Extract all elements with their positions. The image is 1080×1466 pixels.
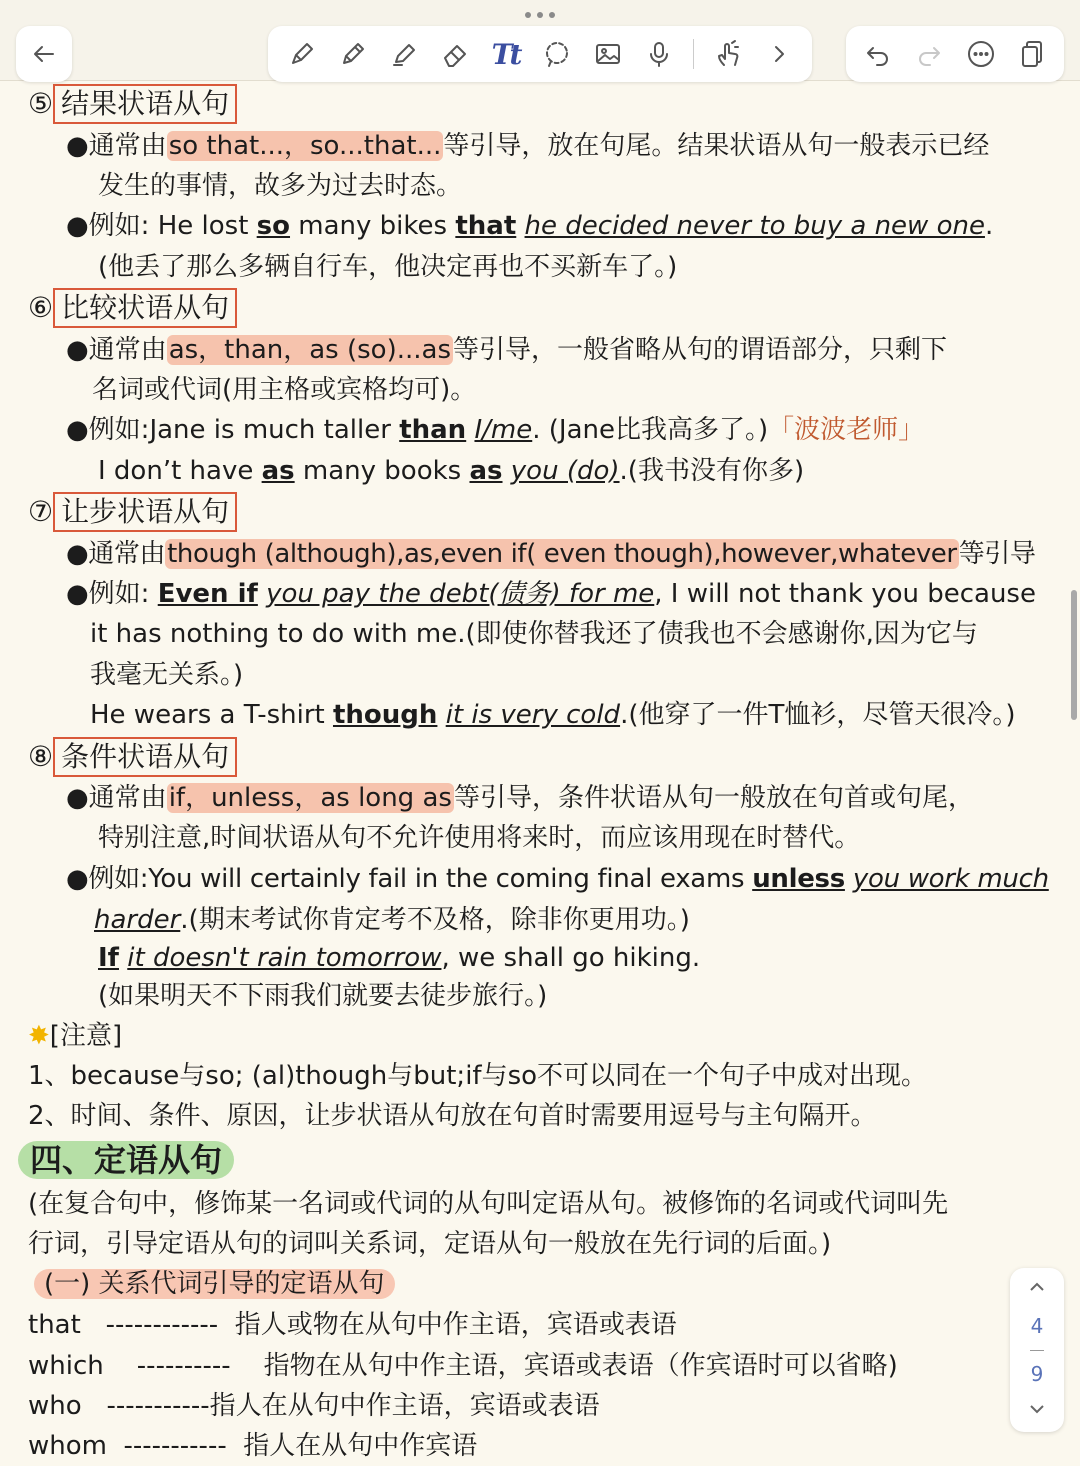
example-line: it has nothing to do with me.(即使你替我还了债我也不会感谢你,因为它与 — [90, 619, 978, 649]
text-line: 名词或代词(用主格或宾格均可)。 — [92, 375, 477, 405]
highlight: though (although),as,even if( even though),however,whatever — [167, 539, 957, 569]
section-heading — [28, 84, 237, 124]
section-heading — [28, 288, 237, 328]
drawing-tools — [268, 26, 812, 82]
example-line: harder.(期末考试你肯定考不及格，除非你更用功。) — [94, 905, 690, 935]
microphone-icon[interactable] — [642, 37, 676, 71]
teacher-note: 「波波老师」 — [768, 415, 925, 445]
example-line: He wears a T-shirt though it is very cold.(他穿了一件T恤衫，尽管天很冷。) — [90, 700, 1016, 730]
table-row: which ---------- 指物在从句中作主语，宾语或表语（作宾语时可以省略) — [28, 1351, 898, 1381]
pages-icon[interactable] — [1015, 37, 1049, 71]
highlighter-icon[interactable] — [387, 37, 421, 71]
chevron-down-icon[interactable] — [1026, 1398, 1048, 1424]
section-number: ⑧ — [28, 740, 54, 773]
note-item: 2、时间、条件、原因，让步状语从句放在句首时需要用逗号与主句隔开。 — [28, 1101, 877, 1131]
text-line: 特别注意,时间状语从句不允许使用将来时，而应该用现在时替代。 — [98, 823, 861, 853]
eraser-icon[interactable] — [438, 37, 472, 71]
translation-line: (他丢了那么多辆自行车，他决定再也不买新车了。) — [98, 252, 678, 282]
star-icon: ✸ — [28, 1021, 50, 1051]
section-title: 比较状语从句 — [53, 288, 237, 328]
section-heading — [28, 492, 237, 532]
example-line: ●例如:Jane is much taller than I/me. (Jane比我高多了。)「波波老师」 — [66, 415, 925, 445]
lasso-icon[interactable] — [540, 37, 574, 71]
toolbar-divider — [693, 39, 694, 69]
note-heading: ✸[注意] — [28, 1021, 123, 1051]
note-item: 1、because与so; (al)though与but;if与so不可以同在一个句子中成对出现。 — [28, 1061, 928, 1091]
image-icon[interactable] — [591, 37, 625, 71]
chevron-right-icon[interactable] — [762, 37, 796, 71]
chapter-heading: 四、定语从句 — [18, 1138, 234, 1185]
text-line: ●通常由though (although),as,even if( even though),however,whatever等引导 — [66, 539, 1036, 569]
section-heading — [28, 737, 237, 777]
section-title: 让步状语从句 — [53, 492, 237, 532]
highlight: as，than，as (so)...as — [168, 335, 452, 365]
highlight: if，unless，as long as — [168, 783, 452, 813]
more-icon[interactable] — [964, 37, 998, 71]
section-number: ⑥ — [28, 291, 54, 324]
text-line: ●通常由so that...，so...that...等引导，放在句尾。结果状语从句一般表示已经 — [66, 131, 990, 161]
page-navigator — [1010, 1268, 1064, 1432]
section-title: 条件状语从句 — [53, 737, 237, 777]
table-row: who -----------指人在从句中作主语，宾语或表语 — [28, 1391, 600, 1421]
sub-heading: (一) 关系代词引导的定语从句 — [34, 1264, 395, 1304]
example-line: 我毫无关系。) — [90, 660, 244, 690]
redo-icon[interactable] — [912, 37, 946, 71]
example-line: ●例如: He lost so many bikes that he decided never to buy a new one. — [66, 211, 994, 241]
back-button[interactable] — [16, 26, 72, 82]
arrow-left-icon — [27, 37, 61, 71]
text-line: ●通常由as，than，as (so)...as等引导，一般省略从句的谓语部分，只剩下 — [66, 335, 948, 365]
current-page: 4 — [1030, 1313, 1044, 1338]
text-line: (在复合句中，修饰某一名词或代词的从句叫定语从句。被修饰的名词或代词叫先 — [28, 1189, 949, 1219]
highlight: so that...，so...that... — [168, 131, 442, 161]
undo-icon[interactable] — [861, 37, 895, 71]
text-line: ●通常由if，unless，as long as等引导，条件状语从句一般放在句首或句尾， — [66, 783, 974, 813]
top-toolbar — [0, 0, 1080, 81]
section-number: ⑤ — [28, 87, 54, 120]
example-line: ●例如: Even if you pay the debt(债务) for me, I will not thank you because — [66, 579, 1036, 609]
table-row: that ------------ 指人或物在从句中作主语，宾语或表语 — [28, 1310, 677, 1340]
chevron-up-icon[interactable] — [1026, 1276, 1048, 1302]
example-line: I don’t have as many books as you (do).(我书没有你多) — [98, 456, 805, 486]
total-pages: 9 — [1030, 1362, 1044, 1387]
touch-icon[interactable] — [711, 37, 745, 71]
example-line: ●例如:You will certainly fail in the coming final exams unless you work much — [66, 864, 1049, 894]
section-title: 结果状语从句 — [53, 84, 237, 124]
translation-line: (如果明天不下雨我们就要去徒步旅行。) — [98, 981, 548, 1011]
text-line: 发生的事情，故多为过去时态。 — [98, 171, 463, 201]
note-page — [0, 82, 1072, 1461]
section-number: ⑦ — [28, 495, 54, 528]
pencil-icon[interactable] — [336, 37, 370, 71]
pen-icon[interactable] — [285, 37, 319, 71]
scrollbar[interactable] — [1071, 590, 1077, 720]
right-tools — [846, 26, 1064, 82]
page-divider — [1030, 1350, 1044, 1351]
table-row: whom ----------- 指人在从句中作宾语 — [28, 1431, 478, 1461]
text-line: 行词，引导定语从句的词叫关系词，定语从句一般放在先行词的后面。) — [28, 1229, 832, 1259]
text-tool-icon[interactable]: Tt — [491, 37, 520, 71]
example-line: If it doesn't rain tomorrow, we shall go hiking. — [98, 943, 701, 973]
drag-handle[interactable] — [522, 12, 558, 20]
